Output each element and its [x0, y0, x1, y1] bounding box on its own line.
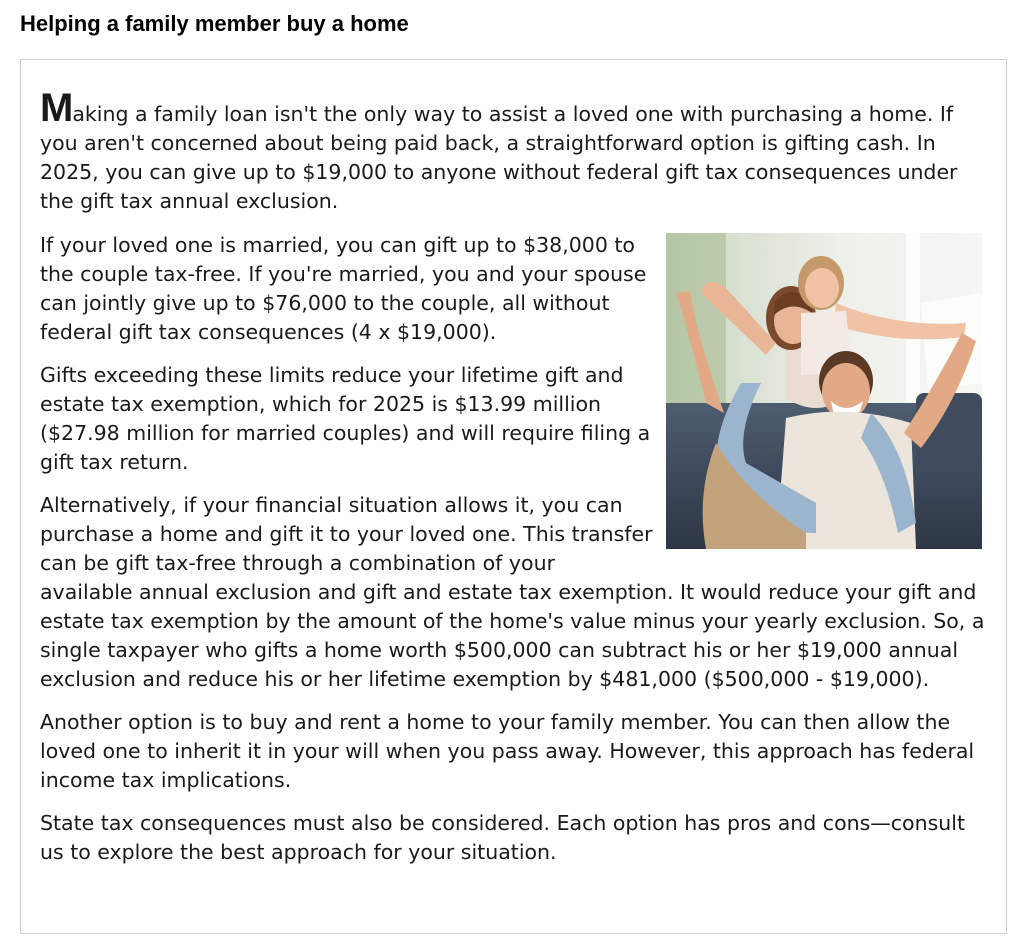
paragraph-exemption: Gifts exceeding these limits reduce your lifetime gift and estate tax exemption, which for 2025 is $13.99 million ($27.98 million for married couples) and will require filing a gift tax return. — [40, 363, 651, 474]
intro-paragraph — [40, 86, 987, 216]
paragraph-state-tax: State tax consequences must also be considered. Each option has pros and cons—consult us to explore the best approach for your situation. — [40, 811, 965, 864]
article-body — [40, 86, 987, 867]
paragraph-gift-home: Alternatively, if your financial situation allows it, you can purchase a home and gift it to your loved one. This transfer can be gift tax-free through a combination of your available annual exclusion and gift and estate tax exemption. It would reduce your gift and estate tax exemption by the amount of the home's value minus your yearly exclusion. So, a single taxpayer who gifts a home worth $500,000 can subtract his or her $19,000 annual exclusion and reduce his or her lifetime exemption by $481,000 ($500,000 - $19,000). — [40, 493, 985, 691]
family-photo-icon — [666, 233, 982, 549]
page-title: Helping a family member buy a home — [20, 11, 409, 36]
intro-text: aking a family loan isn't the only way to assist a loved one with purchasing a home. If you aren't concerned about being paid back, a straightforward option is gifting cash. In 2025, you can give up to $19,000 to anyone without federal gift tax consequences under the gift tax annual exclusion. — [40, 102, 958, 213]
paragraph-married: If your loved one is married, you can gift up to $38,000 to the couple tax-free. If you're married, you and your spouse can jointly give up to $76,000 to the couple, all without federal gift tax consequences (4 x $19,000). — [40, 233, 647, 344]
drop-cap: M — [40, 86, 73, 130]
article-box — [20, 59, 1007, 934]
paragraph-rent-home: Another option is to buy and rent a home to your family member. You can then allow the loved one to inherit it in your will when you pass away. However, this approach has federal income tax implications. — [40, 710, 975, 792]
